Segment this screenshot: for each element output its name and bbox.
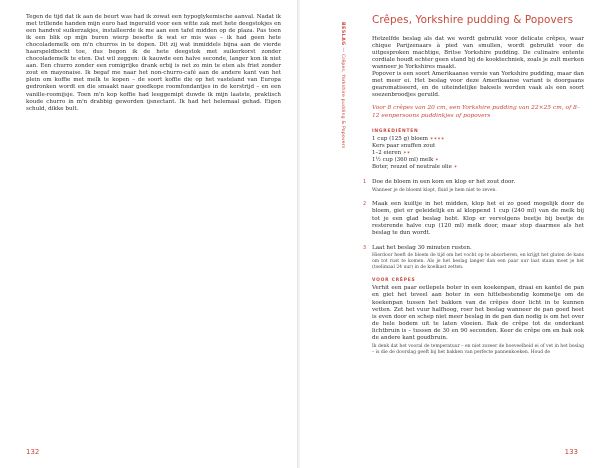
ingredients-heading: INGREDIËNTEN [372,129,419,135]
recipe-yield: Voor 8 crêpes van 20 cm, een Yorkshire pudding van 22×25 cm, of 8–12 eenpersoons puddinkjes of popovers [372,105,580,119]
step-note: Hierdoor heeft de bloem de tijd om het vocht op te absorberen, en krijgt het gluten de kans om tot rust te komen. Als je het beslag langer dan een paar uur laat staan moet je het (toelimaal 24 uur) in de koelkast zetten. [372,252,584,270]
step-note: Wanneer je de bloemt klopt, fluid je hem niet te zeven. [372,187,497,193]
ingredient-text: 1–2 eieren [372,150,402,157]
intro-paragraph: Hetzelfde beslag als dat we wordt gebruikt voor delicate crêpes, waar chique Parijzenaars à pied van smullen, wordt gebruikt voor de uitgesproken machtige, Britse Yorkshire pudding. De culinaire entente cordiale houdt echter geen stand bij de kooktechniek, zoals je zult merken wanneer je Yorkshires maakt. [372,36,584,71]
intro-paragraph: Popover is een soort Amerikaanse versie van Yorkshire pudding, maar dan met meer ei. Het beslag voor deze Amerikaanse variant is doorgaans gearomatiseerd, en de uiteindelijke baksels worden vaak als een soort soezenbroodjes geruild. [372,71,584,99]
ingredient-text: 1½ cup (360 ml) melk [372,157,434,164]
ingredient-text: 1 cup (125 g) bloem [372,136,429,143]
step-text: Maak een kuiltje in het midden, klop het ei zo goed mogelijk door de bloem, giet er geleidelijk en al kloppend 1 cup (240 ml) van de melk bij tot je een glad beslag hebt. Klop er vervolgens beetje bij beetje de resterende halve cup (120 ml) melk door, maar stop daarmee als het beslag te dun wordt. [372,201,584,236]
ingredients-list [372,136,584,171]
crepes-subheading: VOOR CRÊPES [372,278,416,284]
ingredient-item [372,164,584,171]
recipe-title: Crêpes, Yorkshire pudding & Popovers [372,14,574,26]
step-number: 1 [363,179,367,186]
ingredient-text: Boter, reuzel of neutrale olie [372,164,452,171]
left-body-text: Tegen de tijd dat ik aan de beurt was had ik zowat een hypoglykemische aanval. Nadat ik met trillende handen mijn euro had ingeruild voor een witte zak met hete deegstokjes en een handvol suikerzakjes, installeerde ik me aan een tafel midden op de plaza. Pas toen ik een blik op mijn buren wierp besefte ik wat er mis was – ik had geen hete chocolademelk om m'n churros in te dopen. Dit zij wat inmiddels bijna aan de vierde haarspeldbocht toe, dus begon ik de hete deegstok met suikerkorst zonder chocolademelk te eten. Dat wil zeggen: ik kauwde een halve seconde, langer kon ik niet aan. Een churro zonder een romigrijke drank erbij is net zo min te eten als friet zonder zout en mayonaise. Ik begaf me naar het non-churro-café aan de andere kant van het plein om koffie met melk te kopen – de soort koffie die op het vasteland van Europa gedronken wordt en die smaakt naar goedkope roomfondantjes in de kerstrijd – en een vanille-roomijsje. Toen m'n kop koffie had leeggemipt duwde ik mijn laatste, praktisch koude churro in m'n drabbig geworden ijsnectant. Ik had het helemaal gehad. Eigen schuld, dikke bult. [26,14,281,112]
running-header-vertical [340,22,345,148]
running-header-section: BESLAG [340,22,345,46]
step-text: Laat het beslag 30 minuten rusten. [372,244,472,251]
page-number-right: 133 [564,448,578,456]
ingredient-item [372,157,584,164]
left-page [0,0,298,468]
page-number-left: 132 [26,448,40,456]
ingredient-mark: ✶ [435,158,439,164]
recipe-intro [372,36,584,99]
recipe-step [363,244,584,271]
running-header-subtitle: Crêpes, Yorkshire pudding & Popovers [340,53,345,149]
step-number: 3 [363,244,367,251]
ingredient-item [372,143,584,150]
ingredient-mark: ✶✶ [402,151,411,157]
step-number: 2 [363,201,367,208]
ingredient-mark: ✶ [453,165,458,171]
running-header-separator: — [340,47,345,53]
crepes-note: Ik denk dat het vooral de temperatuur – en niet zozeer de hoeveelheid ei of vet in het beslag – is die de doorslag geeft bij het bakken van perfecte pannenkoeken. Houd de [372,343,584,355]
recipe-step [363,201,584,236]
recipe-step [363,179,584,193]
ingredient-item [372,136,584,143]
ingredient-text: Kers paar snuffen zout [372,143,436,150]
crepes-text: Verhit een paar eetlepels boter in een koekenpan, draai en kantel de pan en giet het teveel aan boter in een hittebestendig kommetje om de koekenpan tussen het bakken van de crêpes door licht in te kunnen vetten. Zet het vuur halfhoog, roer het beslag wanneer de pan goed heet is even door en schep niet meer beslag in de pan dan nodig is om het over de hele bodem uit te laten vloeien. Bak de crêpe tot de onderkant lichtbruin is – tussen de 30 en 90 seconden. Keer de crêpe om en bak ook de andere kant goudbruin. [372,285,584,341]
recipe-column [363,0,584,356]
ingredient-mark: ✶✶✶✶ [429,137,445,143]
step-text: Doe de bloem in een kom en klop er het zout door. [372,179,516,186]
